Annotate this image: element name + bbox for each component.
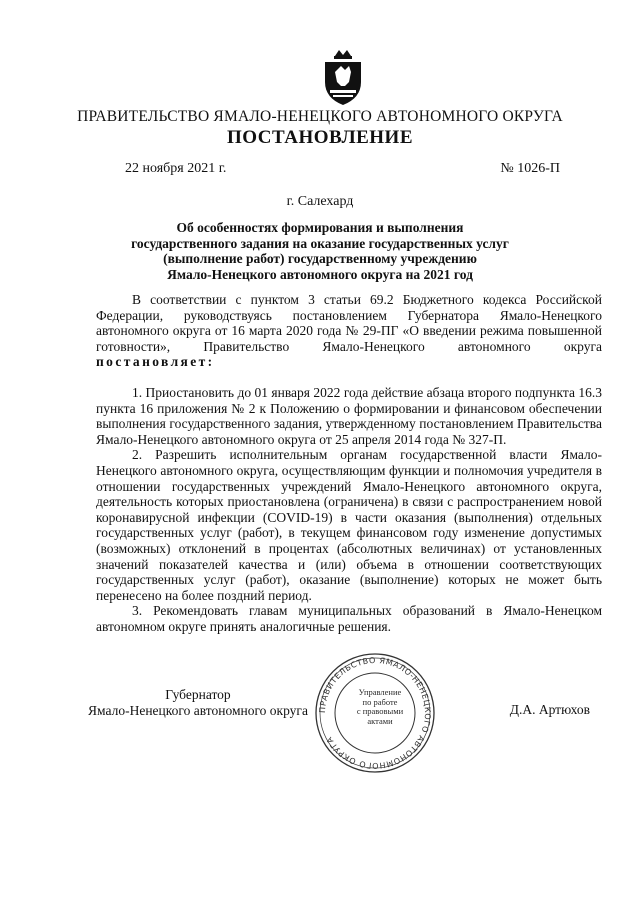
stamp-inner-line: Управление bbox=[358, 687, 402, 697]
signatory-name: Д.А. Артюхов bbox=[509, 702, 590, 717]
document-body bbox=[96, 292, 602, 634]
title-line: (выполнение работ) государственному учреждению bbox=[163, 251, 477, 266]
item-paragraph-1: 1. Приостановить до 01 января 2022 года действие абзаца второго подпункта 16.3 пункта 16 приложения № 2 к Положению о формировании и финансовом обеспечении выполнения государственного задания, утвержденному постановлением Правительства Ямало-Ненецкого автономного округа от 25 апреля 2014 года № 327-П. bbox=[96, 384, 602, 447]
title-line: Ямало-Ненецкого автономного округа на 2021 год bbox=[167, 266, 473, 282]
signatory-title-line: Губернатор bbox=[165, 687, 231, 702]
stamp-inner-text bbox=[352, 688, 408, 726]
title-line: государственного задания на оказание государственных услуг bbox=[131, 235, 509, 251]
government-name: ПРАВИТЕЛЬСТВО ЯМАЛО-НЕНЕЦКОГО АВТОНОМНОГО ОКРУГА bbox=[77, 108, 563, 125]
stamp-inner-line: актами bbox=[367, 715, 393, 726]
item-paragraph-3: 3. Рекомендовать главам муниципальных образований в Ямало-Ненецком автономном округе принять аналогичные решения. bbox=[96, 603, 602, 634]
document-title bbox=[90, 220, 550, 282]
stamp-inner-line: с правовыми bbox=[356, 706, 404, 716]
item-paragraph-2: 2. Разрешить исполнительным органам государственной власти Ямало-Ненецкого автономного округа, осуществляющим функции и полномочия учредителя в отношении государственных учреждений Ямало-Ненецкого автономного округа, деятельность которых приостановлена (ограничена) в связи с распространением новой коронавирусной инфекции (COVID-19) в части оказания (выполнения) отдельных государственных услуг (работ), в текущем финансовом году изменение допустимых (возможных) отклонений в процентах (абсолютных величинах) от установленных значений показателей качества и (или) объема в отношении соответствующих государственных услуг (работ), оказание (выполнение) которых не может быть перенесено на более поздний период. bbox=[96, 447, 602, 603]
document-city: г. Салехард bbox=[286, 194, 354, 209]
document-number: № 1026-П bbox=[500, 161, 560, 176]
stamp-outer-text: ПРАВИТЕЛЬСТВО ЯМАЛО-НЕНЕЦКОГО АВТОНОМНОГО ОКРУГА bbox=[317, 655, 433, 771]
preamble-paragraph bbox=[96, 292, 602, 370]
document-date: 22 ноября 2021 г. bbox=[125, 161, 227, 176]
preamble-text: В соответствии с пунктом 3 статьи 69.2 Бюджетного кодекса Российской Федерации, руководствуясь постановлением Губернатора Ямало-Ненецкого автономного округа от 16 марта 2020 года № 29-ПГ «О введении режима повышенной готовности», Правительство Ямало-Ненецкого автономного округа bbox=[96, 292, 602, 354]
coat-of-arms-icon bbox=[321, 48, 365, 106]
stamp-inner-line: по работе bbox=[362, 696, 398, 707]
decree-word: постановляет: bbox=[96, 354, 215, 370]
signatory-title-line: Ямало-Ненецкого автономного округа bbox=[88, 703, 308, 718]
document-type: ПОСТАНОВЛЕНИЕ bbox=[226, 127, 414, 148]
title-line: Об особенностях формирования и выполнения bbox=[176, 220, 464, 235]
signatory-title bbox=[88, 687, 308, 719]
